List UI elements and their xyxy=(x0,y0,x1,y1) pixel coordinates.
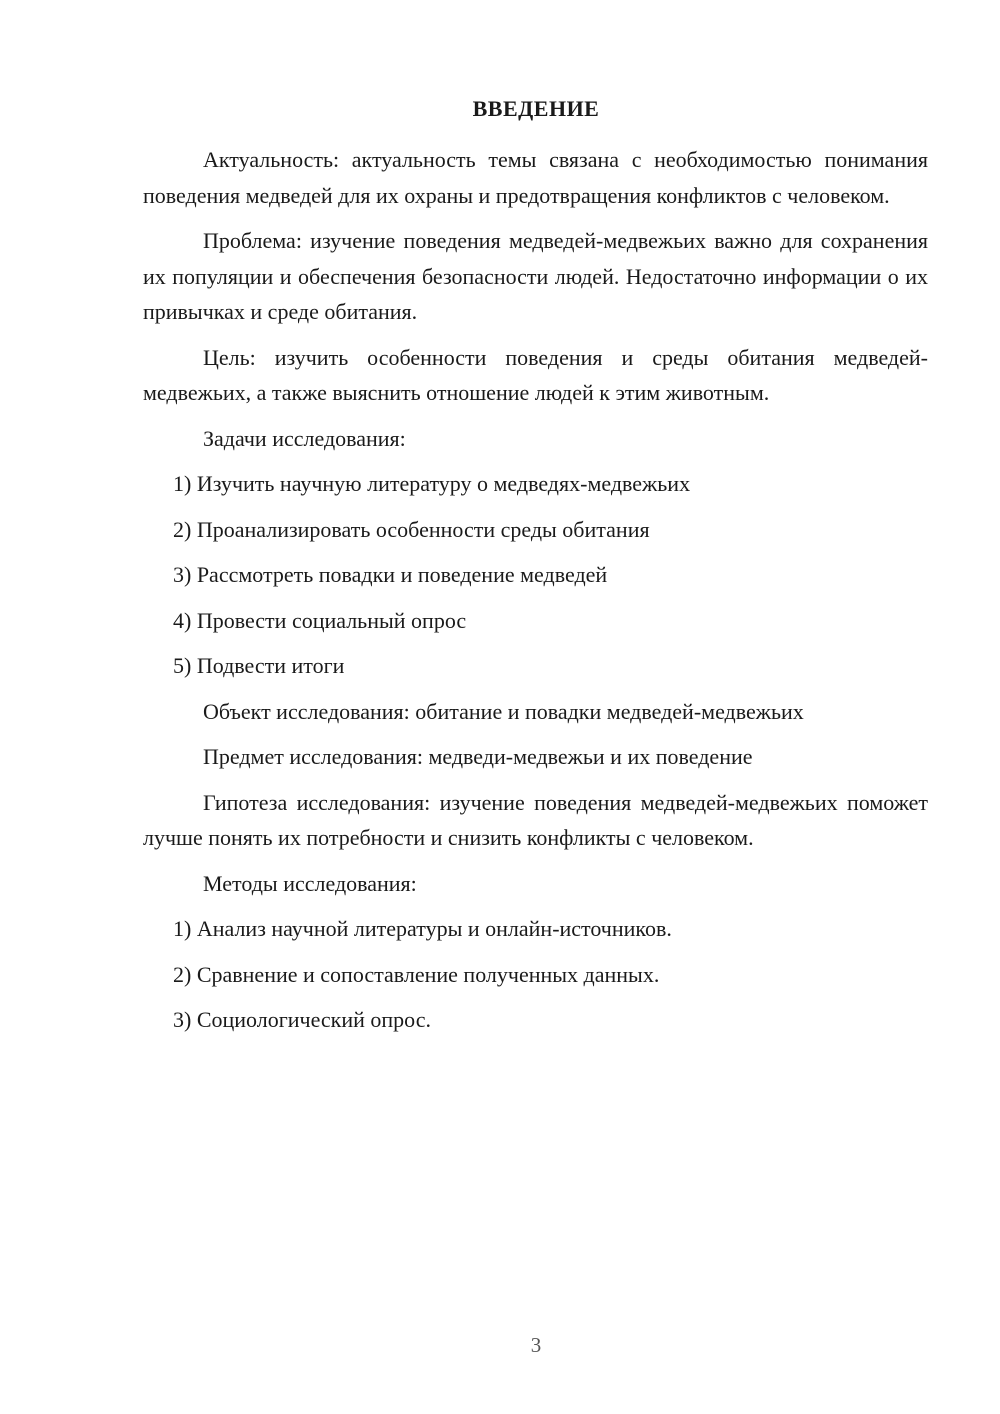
methods-label: Методы исследования: xyxy=(203,870,417,896)
tasks-label: Задачи исследования: xyxy=(203,425,406,451)
task-item: 3) Рассмотреть повадки и поведение медведей xyxy=(173,562,608,587)
page-number: 3 xyxy=(530,1333,542,1357)
subject-paragraph: Предмет исследования: медведи-медвежьи и их поведение xyxy=(203,744,753,769)
object-paragraph: Объект исследования: обитание и повадки медведей-медвежьих xyxy=(203,698,804,724)
relevance-paragraph: Актуальность: актуальность темы связана с необходимостью понимания поведения медведей для их охраны и предотвращения конфликтов с человеком. xyxy=(143,147,928,208)
method-item: 2) Сравнение и сопоставление полученных данных. xyxy=(173,961,660,987)
method-item: 3) Социологический опрос. xyxy=(173,1007,431,1032)
method-item: 1) Анализ научной литературы и онлайн-источников. xyxy=(173,916,672,941)
task-item: 4) Провести социальный опрос xyxy=(173,607,467,633)
page-title: ВВЕДЕНИЕ xyxy=(472,96,600,121)
goal-paragraph: Цель: изучить особенности поведения и среды обитания медведей-медвежьих, а также выяснить отношение людей к этим животным. xyxy=(143,344,928,405)
introduction-body xyxy=(143,142,928,1038)
hypothesis-paragraph: Гипотеза исследования: изучение поведения медведей-медвежьих поможет лучше понять их потребности и снизить конфликты с человеком. xyxy=(143,789,928,850)
task-item: 2) Проанализировать особенности среды обитания xyxy=(173,516,650,542)
task-item: 1) Изучить научную литературу о медведях-медвежьих xyxy=(173,471,691,496)
problem-paragraph: Проблема: изучение поведения медведей-медвежьих важно для сохранения их популяции и обеспечения безопасности людей. Недостаточно информации о их привычках и среде обитания. xyxy=(143,228,928,324)
task-item: 5) Подвести итоги xyxy=(173,653,345,678)
